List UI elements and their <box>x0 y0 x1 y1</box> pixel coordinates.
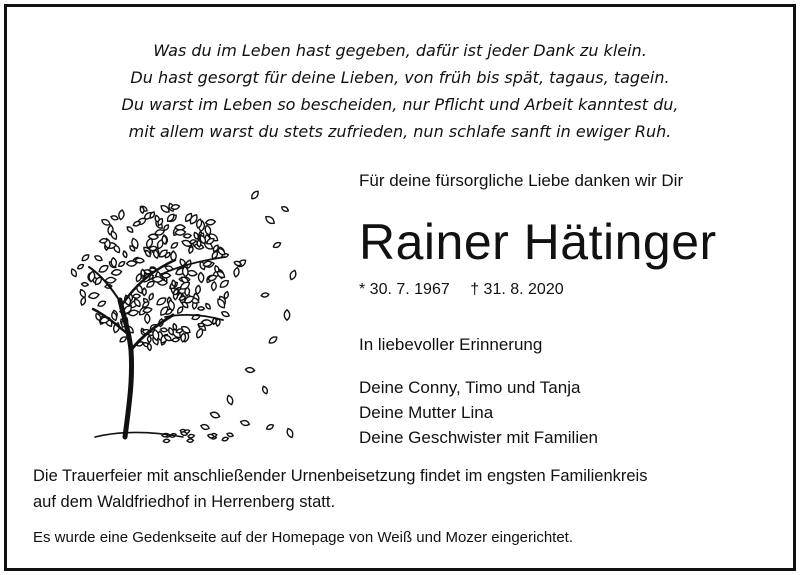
leaf-shape <box>284 310 289 320</box>
life-dates <box>359 281 564 299</box>
poem-line: Du warst im Leben so bescheiden, nur Pflicht und Arbeit kanntest du, <box>121 95 679 114</box>
leaf-shape <box>198 323 205 327</box>
leaf-shape <box>155 296 167 307</box>
leaf-shape <box>250 190 260 201</box>
windblown-tree-icon <box>65 165 305 455</box>
memory-line: In liebevoller Erinnerung <box>359 335 543 354</box>
leaf-shape <box>219 279 230 289</box>
leaf-shape <box>188 434 195 438</box>
leaf-shape <box>147 343 152 351</box>
leaf-shape <box>268 335 278 345</box>
leaf-shape <box>286 428 295 439</box>
leaf-shape <box>193 232 199 240</box>
leaf-shape <box>266 423 275 430</box>
leaf-shape <box>133 220 142 227</box>
leaf-shape <box>110 230 118 240</box>
leaf-shape <box>147 336 151 343</box>
leaf-shape <box>81 253 90 262</box>
leaf-shape <box>70 268 78 278</box>
leaf-shape <box>187 439 194 443</box>
leaf-shape <box>233 267 240 277</box>
memorial-page-note: Es wurde eine Gedenkseite auf der Homepage von Weiß und Mozer eingerichtet. <box>33 529 574 546</box>
leaf-shape <box>98 264 110 274</box>
leaf-shape <box>198 307 205 311</box>
leaf-shape <box>221 310 230 317</box>
leaf-shape <box>204 225 212 236</box>
leaf-shape <box>80 297 87 306</box>
service-line: Die Trauerfeier mit anschließender Urnenbeisetzung findet im engsten Familienkreis <box>33 467 648 485</box>
leaf-shape <box>163 224 170 231</box>
leaf-shape <box>245 367 255 373</box>
leaf-shape <box>118 210 125 220</box>
leaf-shape <box>148 293 154 301</box>
leaf-shape <box>81 282 88 286</box>
mourner-line: Deine Conny, Timo und Tanja <box>359 378 581 397</box>
mourner-line: Deine Geschwister mit Familien <box>359 428 599 447</box>
leaf-shape <box>211 282 217 291</box>
leaf-shape <box>160 328 168 333</box>
leaf-shape <box>111 269 122 276</box>
leaf-shape <box>272 241 281 249</box>
leaf-shape <box>240 419 250 426</box>
leaf-shape <box>163 439 170 443</box>
leaf-shape <box>216 270 226 279</box>
leaf-shape <box>126 225 134 233</box>
leaf-shape <box>110 215 118 221</box>
leaf-shape <box>122 251 128 259</box>
leaf-shape <box>200 424 210 431</box>
leaf-shape <box>264 215 276 226</box>
funeral-service-info <box>33 463 647 515</box>
leaf-shape <box>166 213 176 223</box>
leaf-shape <box>210 411 221 419</box>
leaf-shape <box>217 247 227 256</box>
poem-line: mit allem warst du stets zufrieden, nun schlafe sanft in ewiger Ruh. <box>128 122 672 141</box>
leaf-shape <box>281 205 290 212</box>
service-line: auf dem Waldfriedhof in Herrenberg statt. <box>33 493 336 511</box>
death-date: † 31. 8. 2020 <box>470 281 564 298</box>
leaf-shape <box>222 437 229 442</box>
leaf-shape <box>79 289 87 299</box>
obituary-card <box>4 4 796 571</box>
leaf-shape <box>195 285 201 294</box>
leaf-shape <box>133 294 141 298</box>
leaf-shape <box>207 274 217 282</box>
thanks-line: Für deine fürsorgliche Liebe danken wir Dir <box>359 171 684 190</box>
leaf-shape <box>261 385 268 394</box>
leaf-shape <box>198 272 204 283</box>
leaf-shape <box>88 292 99 300</box>
leaf-shape <box>183 234 191 239</box>
leaf-shape <box>205 303 212 310</box>
leaf-shape <box>142 288 146 296</box>
mourners-list <box>359 375 598 450</box>
leaf-shape <box>119 336 128 344</box>
deceased-name: Rainer Hätinger <box>359 214 717 270</box>
leaf-shape <box>127 261 137 267</box>
leaf-shape <box>289 269 298 280</box>
poem-line: Du hast gesorgt für deine Lieben, von früh bis spät, tagaus, tagein. <box>130 68 670 87</box>
birth-date: * 30. 7. 1967 <box>359 281 450 298</box>
leaf-shape <box>101 218 111 227</box>
poem <box>7 37 793 145</box>
leaf-shape <box>226 395 234 406</box>
leaf-shape <box>205 219 215 225</box>
leaf-shape <box>94 254 103 261</box>
poem-line: Was du im Leben hast gegeben, dafür ist jeder Dank zu klein. <box>153 41 647 60</box>
leaf-shape <box>152 277 162 283</box>
leaf-shape <box>227 432 234 437</box>
leaf-shape <box>145 314 151 324</box>
leaf-shape <box>118 260 126 267</box>
leaf-shape <box>97 300 106 308</box>
leaf-shape <box>261 292 269 297</box>
leaf-shape <box>170 241 179 249</box>
leaf-shape <box>77 263 85 270</box>
leaf-shape <box>172 337 180 342</box>
leaf-shape <box>223 291 229 299</box>
leaf-shape <box>176 306 184 315</box>
mourner-line: Deine Mutter Lina <box>359 403 494 422</box>
